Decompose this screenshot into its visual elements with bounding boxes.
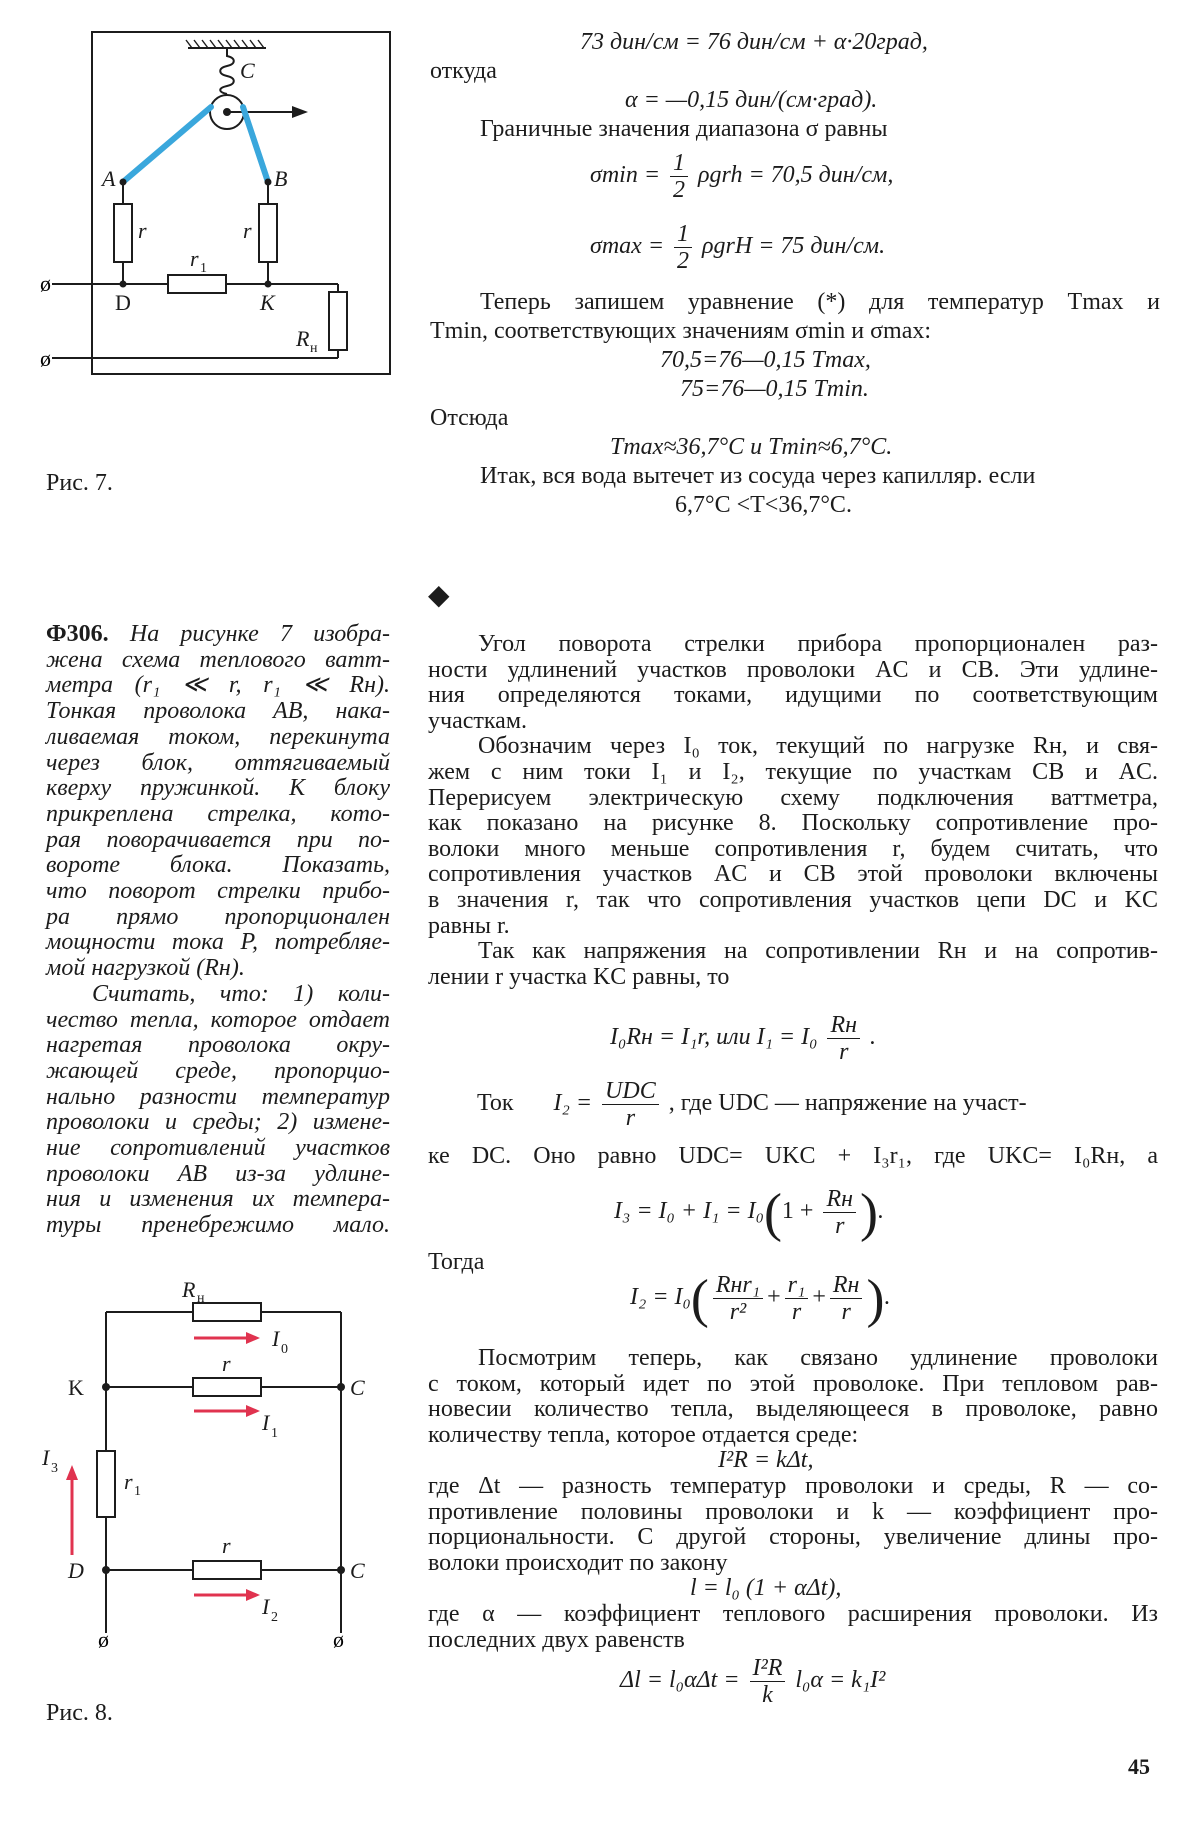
smax-half — [674, 221, 692, 274]
eq-70-5: 70,5=76—0,15 Tmax, — [660, 347, 871, 373]
problem-line-8: рая поворачивается при по- — [46, 826, 390, 853]
eq-dl-frac — [750, 1655, 786, 1708]
eq-i2-frac-3 — [830, 1272, 863, 1325]
eq-tok — [477, 1078, 1027, 1131]
fig7-label-b: B — [274, 166, 288, 191]
fig8-resistor-r-top — [193, 1378, 261, 1396]
problem-line-5: через блок, оттягиваемый — [46, 749, 390, 776]
right-top-block — [430, 28, 1160, 520]
fig8-label-i2: I — [262, 1594, 270, 1619]
problem-line-6: кверху пружинкой. К блоку — [46, 775, 390, 802]
problem-number: Ф306. — [46, 621, 109, 647]
smax-rhs: ρgrH = 75 дин/см. — [702, 233, 886, 260]
fig7-label-d: D — [115, 290, 131, 315]
eq-i2-d2: r — [791, 1299, 802, 1325]
fig8-label-k: K — [68, 1375, 84, 1400]
eq-i2-plus-1: + — [767, 1284, 781, 1311]
sol-p2-4: волоки много меньше сопротивления r, будем считать, что — [428, 835, 1158, 862]
problem-line-7: прикреплена стрелка, кото- — [46, 800, 390, 827]
fig8-resistor-r-bottom — [193, 1561, 261, 1579]
eq-i3-num: Rн — [823, 1186, 856, 1213]
fig8-label-rn: R — [182, 1277, 196, 1302]
sol-p1-2: ния определяются токами, идущими по соответствующим — [428, 682, 1158, 709]
sol-p6-0: где α — коэффициент теплового расширения проволоки. Из — [428, 1600, 1158, 1627]
sol-p5-3: волоки происходит по закону — [428, 1549, 728, 1576]
text-now-1: Теперь запишем уравнение (*) для температур Tmax и — [480, 289, 1160, 315]
eq-dl — [620, 1655, 885, 1708]
fig7-resistor-r1 — [168, 275, 226, 293]
figure-7-diagram — [40, 20, 420, 440]
eq-dl-left: Δl = l₀αΔt = — [620, 1667, 740, 1694]
fig8-label-r-bottom: r — [222, 1533, 231, 1558]
sol-p4-3: количеству тепла, которое отдается среде: — [428, 1421, 859, 1448]
fig8-label-c2: C — [350, 1558, 365, 1583]
smax-half-den: 2 — [677, 248, 690, 274]
fig8-label-i1: I — [262, 1410, 270, 1435]
smin-half-num: 1 — [670, 150, 688, 177]
eq-i2 — [630, 1268, 891, 1329]
problem-line-16: нагретая проволока окру- — [46, 1032, 390, 1059]
figure-8-diagram — [36, 1255, 386, 1675]
text-otkuda: откуда — [430, 58, 497, 84]
eq-i2-n2: r₁ — [785, 1272, 809, 1299]
eq-heat: I²R = kΔt, — [718, 1447, 814, 1474]
fig8-label-i3-sub: 3 — [51, 1461, 58, 1476]
fig7-label-a: A — [102, 166, 116, 191]
fig8-label-i0: I — [272, 1326, 280, 1351]
page-number: 45 — [1128, 1754, 1150, 1779]
tok-line-2: ке DC. Оно равно UDC= UKC + I₃r₁, где UKC= I₀Rн, а — [428, 1143, 1158, 1169]
eq-i3-dot: . — [878, 1198, 885, 1225]
fig8-label-c1: C — [350, 1375, 365, 1400]
smax-half-num: 1 — [674, 221, 692, 248]
eq-i2-rparen: ) — [866, 1268, 885, 1329]
fig8-label-i2-sub: 2 — [271, 1610, 278, 1625]
fig7-terminal-1: ø — [40, 271, 51, 296]
eq-i1-frac — [827, 1012, 860, 1065]
solution-block — [428, 632, 1158, 990]
problem-line-9: вороте блока. Показать, — [46, 852, 390, 879]
sol-p1-1: ности удлинений участков проволоки AC и CB. Эти удлине- — [428, 656, 1158, 683]
eq-i3-frac — [823, 1186, 856, 1239]
problem-line-18: нально разности температур — [46, 1083, 390, 1110]
eq-i2-n3: Rн — [830, 1272, 863, 1299]
sol-p2-5: сопротивления участков AC и CB этой проволоки включены — [428, 861, 1158, 888]
eq-smin — [430, 150, 1160, 203]
sol-p2-3: как показано на рисунке 8. Поскольку сопротивление про- — [428, 810, 1158, 837]
fig7-resistor-rn — [329, 292, 347, 350]
eq-i2-d1: r² — [729, 1299, 747, 1325]
smax-lhs: σmax = — [590, 233, 665, 260]
problem-line-22: ния и изменения их темпера- — [46, 1186, 390, 1213]
problem-line-4: ливаемая током, перекинута — [46, 723, 390, 750]
fig7-label-r1: r — [190, 246, 199, 271]
fig8-label-r1: r — [124, 1469, 133, 1494]
problem-line-21: проволоки AB из-за удлине- — [46, 1160, 390, 1187]
problem-line-12: мощности тока P, потребляе- — [46, 929, 390, 956]
fig8-label-r1-sub: 1 — [134, 1484, 141, 1499]
problem-line-3: Тонкая проволока AB, нака- — [46, 698, 390, 725]
smin-half-den: 2 — [673, 177, 686, 203]
fig7-label-c: C — [240, 58, 255, 83]
fig7-wire-cb — [243, 107, 268, 182]
fig8-arrow-i1 — [246, 1405, 260, 1417]
fig8-arrow-i3 — [66, 1465, 78, 1480]
fig7-spring — [220, 48, 234, 94]
problem-line-19: проволоки и среды; 2) измене- — [46, 1109, 390, 1136]
eq-i2-plus-2: + — [812, 1284, 826, 1311]
problem-line-23: туры пренебрежимо мало. — [46, 1212, 390, 1239]
sol-p4-1: с током, который идет по этой проволоке. При тепловом рав- — [428, 1370, 1158, 1397]
smin-lhs: σmin = — [590, 162, 661, 189]
sol-p4-0: Посмотрим теперь, как связано удлинение проволоки — [478, 1345, 1158, 1371]
problem-line-13: мой нагрузкой (Rн). — [46, 955, 245, 982]
eq-alpha: α = —0,15 дин/(см·град). — [625, 87, 878, 113]
smin-rhs: ρgrh = 70,5 дин/см, — [698, 162, 894, 189]
tok-word: Ток — [477, 1090, 514, 1117]
fig8-label-i1-sub: 1 — [271, 1426, 278, 1441]
figure-8-caption: Рис. 8. — [46, 1700, 113, 1726]
fig7-label-r-left: r — [138, 218, 147, 243]
fig7-resistor-r-right — [259, 204, 277, 262]
problem-line-2: метра (r₁ ≪ r, r₁ ≪ Rн). — [46, 672, 390, 699]
eq-dl-num: I²R — [750, 1655, 786, 1682]
fig8-label-d: D — [68, 1558, 84, 1583]
eq-i2-n1: Rнr₁ — [713, 1272, 763, 1299]
sol-p5-0: где Δt — разность температур проволоки и среды, R — со- — [428, 1472, 1158, 1499]
sol-p4-2: новесии количество тепла, выделяющееся в проволоке, равно — [428, 1396, 1158, 1423]
fig8-arrow-i0 — [246, 1332, 260, 1344]
fig8-resistor-r1 — [97, 1451, 115, 1517]
problem-line-20: ние сопротивлений участков — [46, 1135, 390, 1162]
eq-i2-left: I₂ = I₀ — [630, 1284, 691, 1311]
text-itak: Итак, вся вода вытечет из сосуда через капилляр. если — [480, 463, 1036, 489]
eq-73: 73 дин/см = 76 дин/см + α·20град, — [580, 29, 928, 55]
eq-i3-den: r — [835, 1213, 845, 1239]
eq-75: 75=76—0,15 Tmin. — [680, 376, 869, 402]
tok-frac — [602, 1078, 659, 1131]
eq-i3-lparen: ( — [763, 1182, 782, 1243]
problem-block — [46, 622, 390, 1239]
fig7-label-k: K — [260, 290, 275, 315]
eq-i1-left: I₀Rн = I₁r, или I₁ = I₀ — [610, 1024, 818, 1051]
fig7-label-r-right: r — [243, 218, 252, 243]
problem-line-11: ра прямо пропорционален — [46, 903, 390, 930]
fig7-label-rn-sub: н — [310, 341, 318, 356]
eq-i2-lparen: ( — [690, 1268, 709, 1329]
problem-line-17: жающей среде, пропорцио- — [46, 1057, 390, 1084]
problem-line-0: На рисунке 7 изобра- — [129, 621, 391, 647]
eq-smax — [430, 221, 1160, 274]
sol-p2-6: в значения r, так что сопротивления участков цепи DC и KC — [428, 886, 1158, 913]
fig7-label-r1-sub: 1 — [200, 261, 207, 276]
eq-dl-den: k — [762, 1682, 773, 1708]
fig8-label-rn-sub: н — [197, 1291, 205, 1306]
fig8-arrow-i2 — [246, 1589, 260, 1601]
eq-len: l = l₀ (1 + αΔt), — [690, 1575, 842, 1602]
smin-half — [670, 150, 688, 203]
sol-p1-3: участкам. — [428, 707, 527, 734]
tok-lhs: I₂ = — [553, 1090, 593, 1117]
sol-p2-0: Обозначим через I₀ ток, текущий по нагрузке Rн, и свя- — [478, 733, 1158, 760]
fig8-label-i0-sub: 0 — [281, 1342, 288, 1357]
tok-line-2-wrap — [428, 1142, 1158, 1171]
eq-i2-frac-1 — [713, 1272, 763, 1325]
eq-i1-dot: . — [870, 1024, 877, 1051]
fig7-label-rn: R — [296, 326, 310, 351]
eq-range: 6,7°C <T<36,7°C. — [675, 492, 852, 518]
fig7-resistor-r-left — [114, 204, 132, 262]
eq-result: Tmax≈36,7°C и Tmin≈6,7°C. — [610, 434, 893, 460]
text-boundary: Граничные значения диапазона σ равны — [480, 116, 888, 142]
eq-i3-in: 1 + — [781, 1198, 814, 1225]
eq-dl-right: l₀α = k₁I² — [795, 1667, 886, 1694]
sol-p5-1: противление половины проволоки и k — коэффициент про- — [428, 1498, 1158, 1525]
tok-rhs: , где UDC — напряжение на участ- — [668, 1090, 1027, 1117]
fig8-terminal-2: ø — [333, 1627, 344, 1652]
tok-den: r — [625, 1105, 636, 1131]
fig7-frame — [92, 32, 390, 374]
text-otsyuda: Отсюда — [430, 405, 509, 431]
figure-7-caption: Рис. 7. — [46, 470, 113, 496]
fig7-pointer-arrowhead — [292, 106, 308, 118]
eq-i3-left: I₃ = I₀ + I₁ = I₀ — [614, 1198, 764, 1225]
sol-p3-1: лении r участка KC равны, то — [428, 963, 730, 990]
eq-i3 — [614, 1182, 885, 1243]
problem-line-15: чество тепла, которое отдает — [46, 1006, 390, 1033]
fig8-label-r-top: r — [222, 1351, 231, 1376]
sol-p6-1: последних двух равенств — [428, 1626, 685, 1653]
eq-i1-den: r — [839, 1039, 849, 1065]
text-togda: Тогда — [428, 1249, 485, 1275]
sol-p2-1: жем с ним токи I₁ и I₂, текущие по участкам CB и AC. — [428, 758, 1158, 785]
problem-line-1: жена схема теплового ватт- — [46, 646, 390, 673]
eq-i1-num: Rн — [827, 1012, 860, 1039]
eq-i2-frac-2 — [785, 1272, 809, 1325]
sol-p2-2: Перерисуем электрическую схему подключения ваттметра, — [428, 784, 1158, 811]
solution-diamond: ◆ — [428, 580, 450, 611]
problem-line-14: Считать, что: 1) коли- — [92, 980, 390, 1007]
problem-line-10: что поворот стрелки прибо- — [46, 878, 390, 905]
eq-i1 — [610, 1012, 876, 1065]
fig7-terminal-2: ø — [40, 346, 51, 371]
fig8-terminal-1: ø — [98, 1627, 109, 1652]
fig8-label-i3: I — [42, 1445, 50, 1470]
sol-p3-0: Так как напряжения на сопротивлении Rн и на сопротив- — [478, 938, 1158, 965]
sol-p5-2: порциональности. С другой стороны, увеличение длины про- — [428, 1524, 1158, 1551]
eq-i3-rparen: ) — [860, 1182, 879, 1243]
solution-block-2 — [428, 1346, 1158, 1653]
eq-i2-d3: r — [841, 1299, 851, 1325]
sol-p1-0: Угол поворота стрелки прибора пропорционален раз- — [478, 631, 1158, 657]
tok-num: UDC — [602, 1078, 659, 1105]
sol-p2-7: равны r. — [428, 912, 510, 939]
eq-i2-dot: . — [884, 1284, 891, 1311]
fig7-wire-ac — [123, 107, 211, 182]
text-now-2: Tmin, соответствующих значениям σmin и σmax: — [430, 318, 932, 344]
